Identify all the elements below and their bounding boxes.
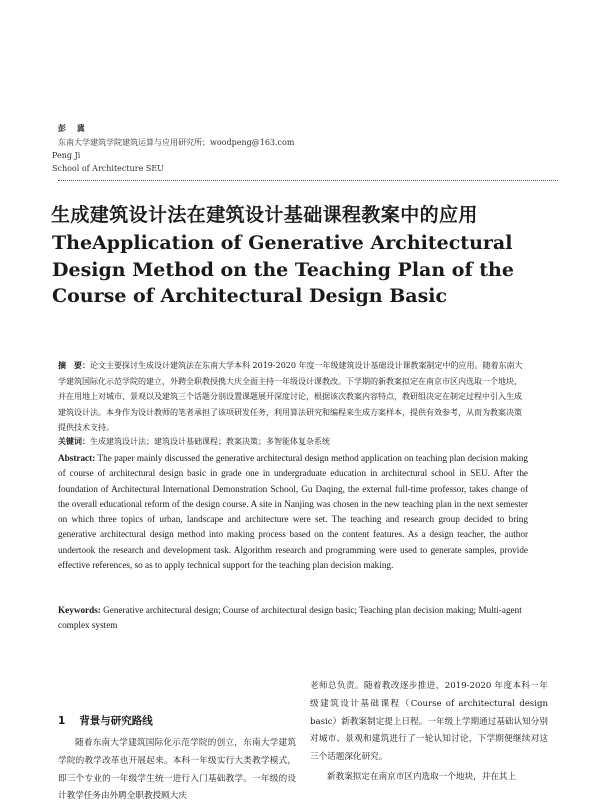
keywords-en-text: Generative architectural design; Course of architectural design basic; Teaching plan decision making; Multi-agent complex system [58, 605, 522, 630]
section-heading [58, 713, 153, 728]
body-column-right [310, 678, 548, 787]
section-title: 背景与研究路线 [79, 715, 153, 727]
body-paragraph: 随着东南大学建筑国际化示范学院的创立，东南大学建筑学院的教学改革也开展起来。本科一年级实行大类教学模式，即三个专业的一年级学生统一进行入门基础教学。一年级的设计教学任务由外聘全职教授顾大庆 [58, 738, 296, 802]
header-divider [58, 180, 558, 181]
keywords-en-label: Keywords: [58, 605, 101, 615]
author-name-zh: 彭 冀 [58, 123, 89, 133]
body-column-left [58, 735, 296, 806]
paper-title-en: TheApplication of Generative Architectural Design Method on the Teaching Plan of the Course of Architectural Design Basic [52, 232, 514, 307]
body-paragraph: 新教案拟定在南京市区内选取一个地块，并在其上 [327, 771, 517, 782]
keywords-zh-text: 生成建筑设计法；建筑设计基础课程；教案决策；多智能体复杂系统 [90, 437, 330, 446]
author-affiliation-en: School of Architecture SEU [52, 164, 164, 173]
abstract-zh [58, 358, 528, 436]
abstract-en-text: The paper mainly discussed the generative architectural design method application on teaching plan decision making of course of architectural design basic in grade one in undergraduate education in architectural school in SEU. After the foundation of Architectural International Demonstration School, Gu Daqing, the external full-time professor, takes change of the overall educational reform of the design course. A site in Nanjing was chosen in the new teaching plan in the next semester on which three topics of urban, landscape and architecture were set. The teaching and research group decided to bring generative architectural design method into making process based on the content features. As a design teacher, the author undertook the research and development task. Algorithm research and programming were used to generate samples, provide effective references, so as to apply technical support for the teaching plan decision making. [58, 453, 528, 571]
keywords-zh-label: 关键词： [58, 436, 90, 446]
author-affiliation-zh: 东南大学建筑学院建筑运算与应用研究所；woodpeng@163.com [58, 138, 295, 147]
author-name-en: Peng Ji [52, 151, 81, 160]
abstract-en [58, 451, 528, 573]
abstract-en-label: Abstract: [58, 453, 96, 463]
keywords-en [58, 603, 528, 633]
abstract-zh-label: 摘 要： [58, 360, 90, 370]
keywords-zh [58, 434, 528, 449]
paper-title-zh: 生成建筑设计法在建筑设计基础课程教案中的应用 [51, 204, 478, 226]
body-paragraph: 老师总负责。随着教改逐步推进，2019-2020 年度本科一年级建筑设计基础课程（Course of architectural design basic）新教案制定提上日程。一年级上学期通过基础认知分别对城市、景观和建筑进行了一轮认知讨论，下学期便继续对这三个话题深化研究。 [310, 681, 548, 763]
section-number: 1 [58, 715, 66, 727]
abstract-zh-text: 论文主要探讨生成设计建筑法在东南大学本科 2019-2020 年度一年级建筑设计基础设计课教案制定中的应用。随着东南大学建筑国际化示范学院的建立，外聘全职教授携大庆全面主持一年级设计课教改。下学期的新教案拟定在南京市区内选取一个地块，并在用地上对城市、景观以及建筑三个话题分别设置课题展开深度讨论，根据该次教案内容特点，教研组决定在制定过程中引入生成建筑设计法。本身作为设计教师的笔者承担了该项研发任务，利用算法研究和编程来生成方案样本，提供有效参考，从而为教案决策提供技术支持。 [58, 361, 523, 433]
